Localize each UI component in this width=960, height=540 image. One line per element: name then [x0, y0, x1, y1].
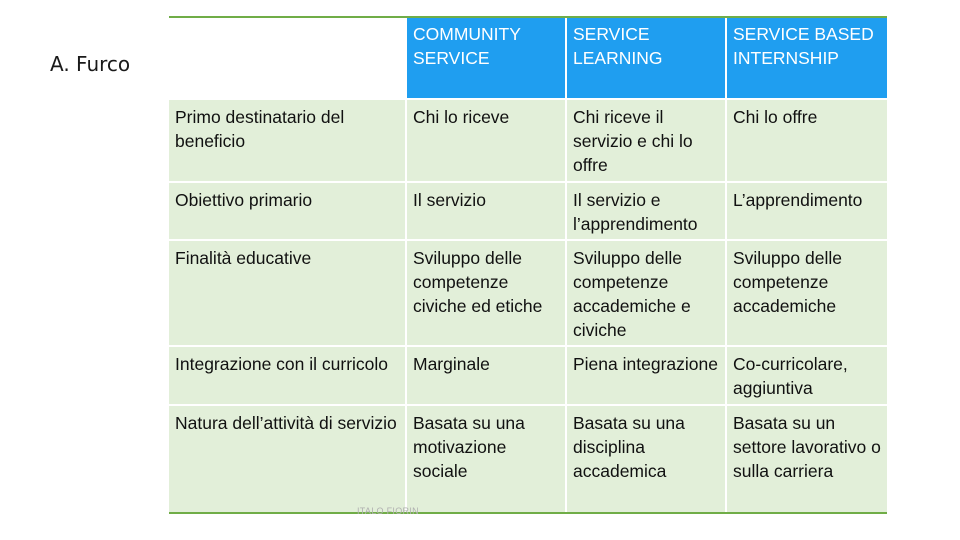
row-label-finalita-educative: Finalità educative [169, 241, 407, 347]
row-label-integrazione-curricolo: Integrazione con il curricolo [169, 347, 407, 406]
table-cell: Basata su una disciplina accademica [567, 406, 727, 512]
table-cell: Chi lo riceve [407, 100, 567, 183]
table-cell: Sviluppo delle competenze accademiche [727, 241, 887, 347]
table-cell: Marginale [407, 347, 567, 406]
table-cell: L’apprendimento [727, 183, 887, 241]
table-cell: Il servizio [407, 183, 567, 241]
table-cell: Chi lo offre [727, 100, 887, 183]
table-cell: Co-curricolare, aggiuntiva [727, 347, 887, 406]
table-cell: Basata su una motivazione sociale [407, 406, 567, 512]
table-cell: Piena integrazione [567, 347, 727, 406]
footer-credit: ITALO FIORIN [357, 506, 419, 516]
table-cell: Sviluppo delle competenze civiche ed etiche [407, 241, 567, 347]
table-cell: Sviluppo delle competenze accademiche e civiche [567, 241, 727, 347]
comparison-table [169, 16, 887, 514]
table-cell: Il servizio e l’apprendimento [567, 183, 727, 241]
table-cell: Chi riceve il servizio e chi lo offre [567, 100, 727, 183]
row-label-obiettivo-primario: Obiettivo primario [169, 183, 407, 241]
header-service-learning: SERVICE LEARNING [567, 18, 727, 100]
author-label: A. Furco [50, 52, 131, 76]
header-service-based-internship: SERVICE BASED INTERNSHIP [727, 18, 887, 100]
table-cell: Basata su un settore lavorativo o sulla carriera [727, 406, 887, 512]
table-corner-cell [169, 18, 407, 100]
row-label-primo-destinatario: Primo destinatario del beneficio [169, 100, 407, 183]
header-community-service: COMMUNITY SERVICE [407, 18, 567, 100]
row-label-natura-attivita: Natura dell’attività di servizio [169, 406, 407, 512]
